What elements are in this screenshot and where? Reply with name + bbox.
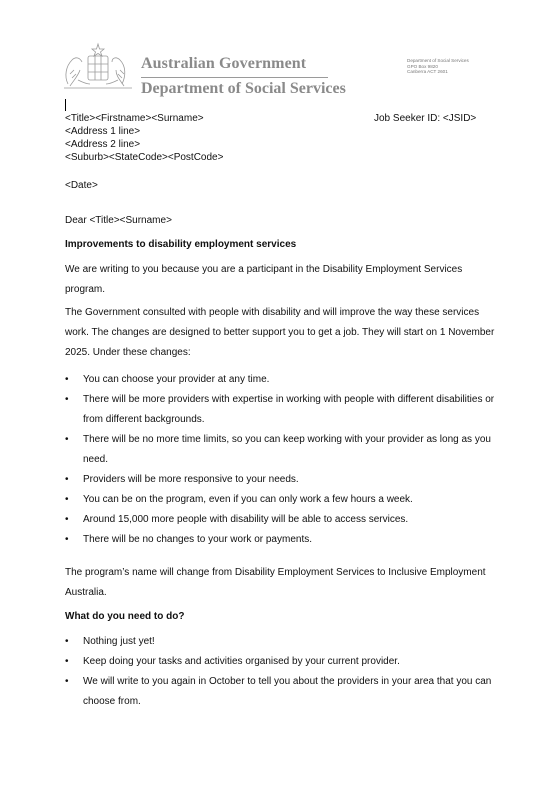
bullet-icon: •: [65, 514, 69, 525]
bullet-icon: •: [65, 494, 69, 505]
list-item-text: Providers will be more responsive to your needs.: [83, 474, 299, 485]
brand-divider: [141, 77, 328, 78]
list-item: [65, 430, 497, 470]
recipient-name: <Title><Firstname><Surname>: [65, 113, 204, 124]
recipient-suburb: <Suburb><StateCode><PostCode>: [65, 152, 224, 163]
list-item: [65, 652, 497, 672]
list-item: [65, 470, 497, 490]
address-line: GPO Box 9820: [407, 63, 438, 69]
section-heading: What do you need to do?: [65, 611, 185, 622]
coat-of-arms-logo: [60, 40, 136, 90]
list-item-text: Nothing just yet!: [83, 636, 155, 647]
list-item-text: Around 15,000 more people with disability will be able to access services.: [83, 514, 409, 525]
bullet-icon: •: [65, 394, 69, 405]
bullet-icon: •: [65, 636, 69, 647]
list-item-text: There will be no more time limits, so you can keep working with your provider as long as you need.: [83, 434, 491, 465]
list-item-text: There will be more providers with expertise in working with people with different disabilities or from different backgrounds.: [83, 394, 495, 425]
department-address: [407, 58, 469, 75]
bullet-icon: •: [65, 374, 69, 385]
list-item: [65, 390, 497, 430]
letter-date: <Date>: [65, 180, 98, 191]
list-item-text: Keep doing your tasks and activities organised by your current provider.: [83, 656, 400, 667]
actions-list: [65, 632, 497, 712]
bullet-icon: •: [65, 434, 69, 445]
bullet-icon: •: [65, 656, 69, 667]
bullet-icon: •: [65, 676, 69, 687]
department-title: Department of Social Services: [141, 80, 346, 97]
list-item: [65, 490, 497, 510]
list-item-text: You can be on the program, even if you can only work a few hours a week.: [83, 494, 413, 505]
address-line: Canberra ACT 2601: [407, 69, 448, 75]
recipient-address-1: <Address 1 line>: [65, 126, 141, 137]
text-cursor: [65, 99, 66, 111]
address-line: Department of Social Services: [407, 58, 469, 63]
changes-list: [65, 370, 497, 550]
list-item: [65, 672, 497, 712]
job-seeker-id: Job Seeker ID: <JSID>: [374, 113, 477, 124]
list-item-text: We will write to you again in October to tell you about the providers in your area that you can choose from.: [83, 676, 492, 707]
letter-heading: Improvements to disability employment services: [65, 239, 297, 250]
program-name-paragraph: The program’s name will change from Disability Employment Services to Inclusive Employment Australia.: [65, 567, 486, 598]
bullet-icon: •: [65, 534, 69, 545]
list-item-text: There will be no changes to your work or payments.: [83, 534, 312, 545]
bullet-icon: •: [65, 474, 69, 485]
list-item: [65, 530, 497, 550]
list-item: [65, 510, 497, 530]
recipient-address-2: <Address 2 line>: [65, 139, 141, 150]
list-item-text: You can choose your provider at any time.: [83, 374, 270, 385]
salutation: Dear <Title><Surname>: [65, 215, 172, 226]
brand-title: Australian Government: [141, 55, 307, 72]
list-item: [65, 632, 497, 652]
changes-paragraph: The Government consulted with people with disability and will improve the way these services work. The changes are designed to better support you to get a job. They will start on 1 November 2025. Under these changes:: [65, 307, 495, 358]
intro-paragraph: We are writing to you because you are a participant in the Disability Employment Services program.: [65, 264, 463, 295]
list-item: [65, 370, 497, 390]
